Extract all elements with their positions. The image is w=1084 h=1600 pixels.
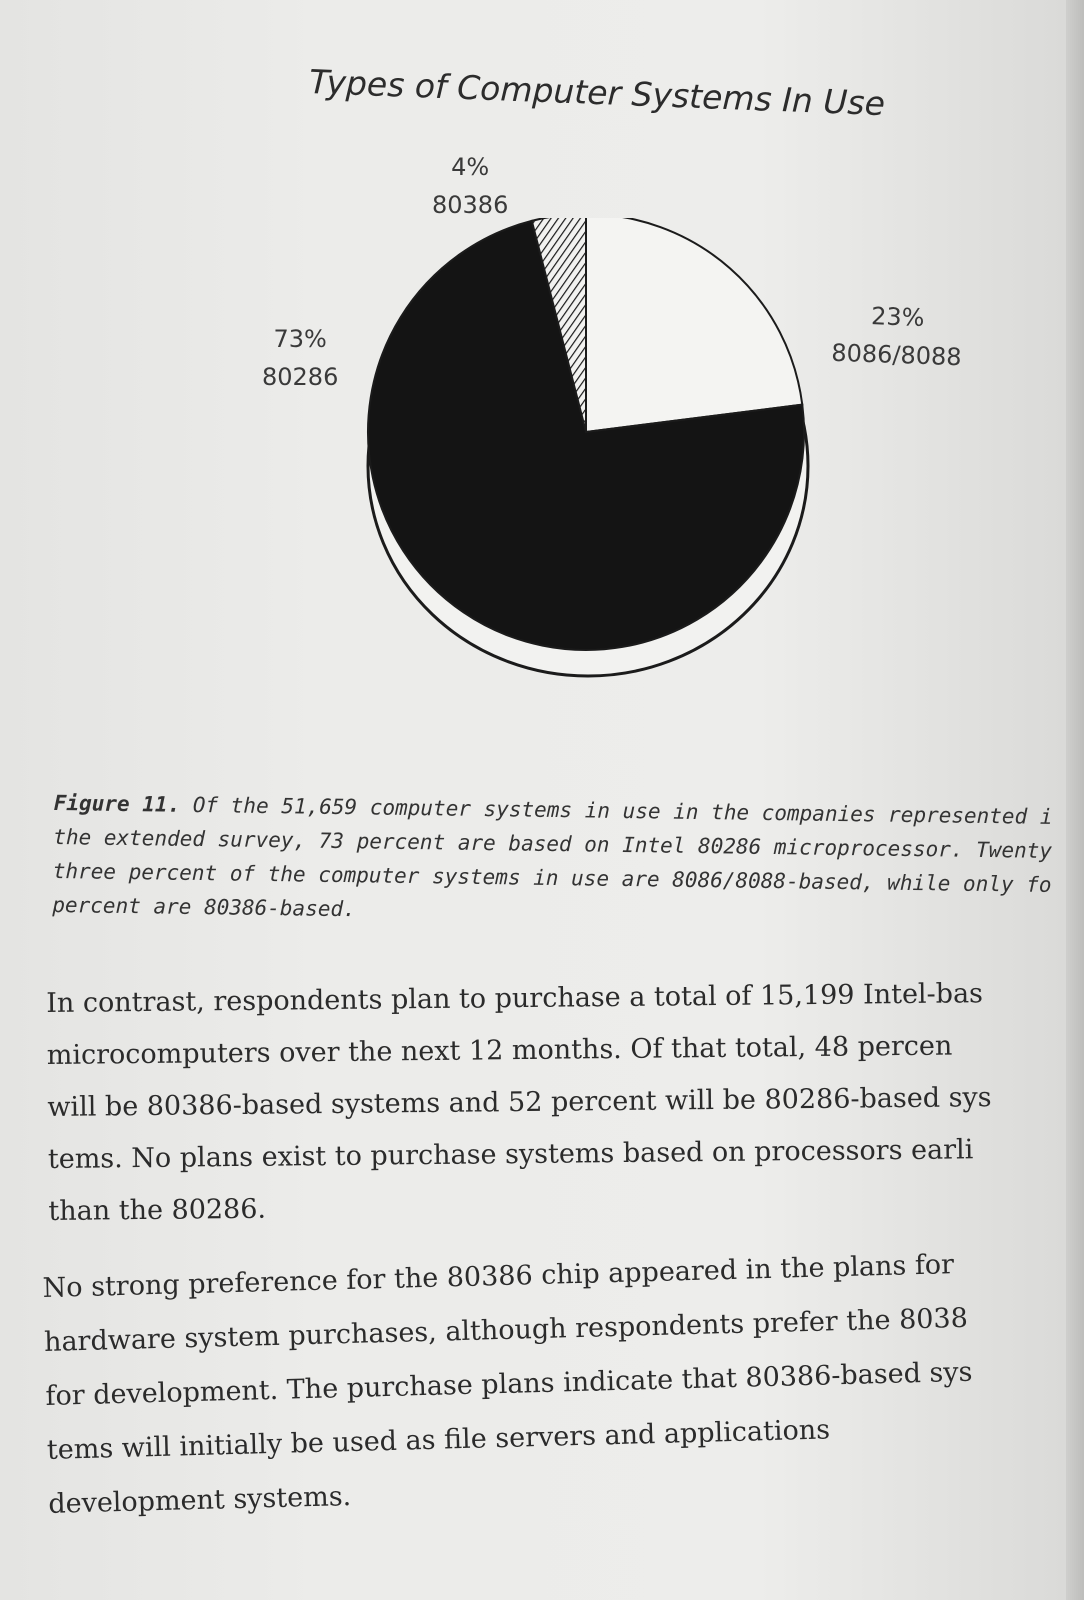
paragraph-2-line-5: development systems.	[47, 1480, 352, 1520]
slice-label-80386-name: 80386	[432, 191, 509, 219]
caption-line-3: three percent of the computer systems in use are 8086/8088-based, while only fo	[52, 858, 1052, 897]
slice-label-80286	[262, 320, 338, 396]
slice-label-8086-8088	[831, 296, 964, 376]
slice-label-8086-8088-name: 8086/8088	[830, 338, 963, 372]
chart-title: Types of Computer Systems In Use	[308, 62, 886, 124]
body-paragraph-1	[46, 967, 1059, 1238]
paragraph-1-line-2: microcomputers over the next 12 months. Of that total, 48 percen	[46, 1030, 953, 1071]
pie-slice-8086-8088	[586, 218, 802, 432]
caption-line-1-text: Of the 51,659 computer systems in use in the companies represented i	[180, 792, 1053, 829]
figure-caption	[52, 786, 1064, 936]
page-edge	[1066, 0, 1084, 1600]
paragraph-1-line-1: In contrast, respondents plan to purchase a total of 15,199 Intel-bas	[46, 978, 984, 1019]
paragraph-2-line-1: No strong preference for the 80386 chip appeared in the plans for	[42, 1249, 955, 1304]
slice-label-80386-pct: 4%	[451, 153, 490, 181]
paragraph-2-line-3: for development. The purchase plans indicate that 80386-based sys	[45, 1356, 973, 1412]
figure-number: Figure 11.	[53, 790, 181, 817]
paragraph-1-line-4: tems. No plans exist to purchase systems based on processors earli	[47, 1134, 974, 1175]
slice-label-80286-pct: 73%	[273, 325, 327, 353]
slice-label-80386	[432, 148, 508, 224]
paragraph-2-line-2: hardware system purchases, although respondents prefer the 8038	[43, 1302, 969, 1358]
caption-line-4: percent are 80386-based.	[52, 892, 356, 922]
slice-label-80286-name: 80286	[262, 363, 339, 391]
paragraph-1-line-5: than the 80286.	[48, 1193, 267, 1227]
caption-line-2: the extended survey, 73 percent are based on Intel 80286 microprocessor. Twenty	[53, 824, 1053, 863]
slice-label-8086-8088-pct: 23%	[870, 302, 925, 332]
body-paragraph-2	[42, 1236, 1059, 1532]
paragraph-1-line-3: will be 80386-based systems and 52 percent will be 80286-based sys	[47, 1082, 992, 1123]
pie-chart	[360, 218, 830, 698]
paragraph-2-line-4: tems will initially be used as file servers and applications	[46, 1414, 831, 1466]
